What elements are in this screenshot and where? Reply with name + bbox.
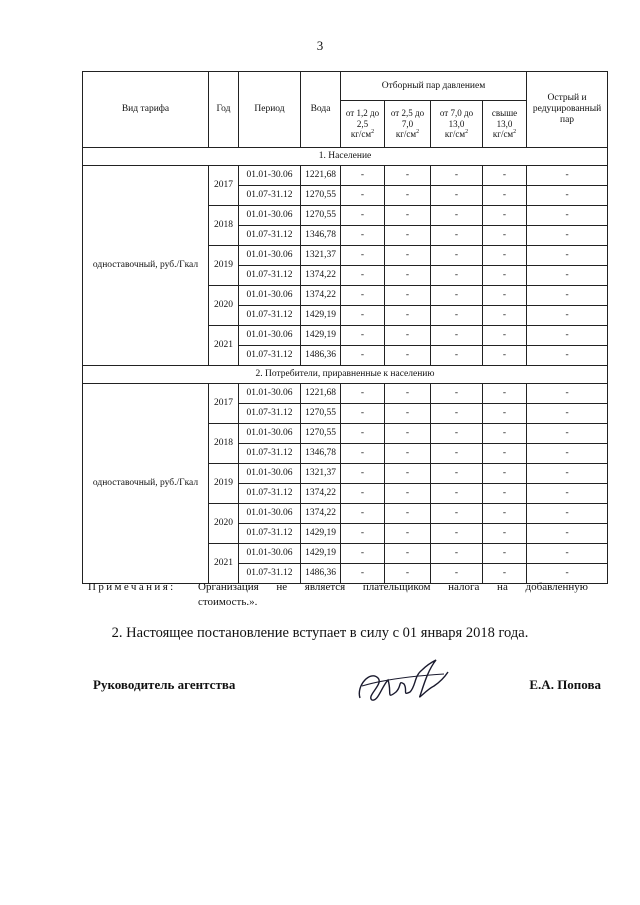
empty-value-cell: -	[341, 286, 385, 306]
tariff-table-body	[83, 148, 608, 584]
empty-value-cell: -	[431, 424, 483, 444]
empty-value-cell: -	[527, 464, 608, 484]
year-cell: 2019	[209, 246, 239, 286]
tariff-type-cell: одноставочный, руб./Гкал	[83, 166, 209, 366]
empty-value-cell: -	[527, 424, 608, 444]
year-cell: 2017	[209, 384, 239, 424]
empty-value-cell: -	[431, 346, 483, 366]
note-text: Организация не является плательщиком налога на добавленную стоимость.».	[198, 581, 588, 608]
empty-value-cell: -	[431, 484, 483, 504]
year-cell: 2017	[209, 166, 239, 206]
period-cell: 01.01-30.06	[239, 504, 301, 524]
year-cell: 2020	[209, 286, 239, 326]
note	[88, 580, 588, 610]
empty-value-cell: -	[483, 346, 527, 366]
empty-value-cell: -	[341, 186, 385, 206]
empty-value-cell: -	[483, 326, 527, 346]
water-value-cell: 1270,55	[301, 404, 341, 424]
period-cell: 01.07-31.12	[239, 564, 301, 584]
section-title: 2. Потребители, приравненные к населению	[83, 366, 608, 384]
period-cell: 01.07-31.12	[239, 524, 301, 544]
empty-value-cell: -	[431, 286, 483, 306]
period-cell: 01.07-31.12	[239, 226, 301, 246]
section-row	[83, 366, 608, 384]
water-value-cell: 1374,22	[301, 266, 341, 286]
empty-value-cell: -	[527, 226, 608, 246]
empty-value-cell: -	[385, 524, 431, 544]
empty-value-cell: -	[385, 246, 431, 266]
empty-value-cell: -	[483, 424, 527, 444]
empty-value-cell: -	[527, 326, 608, 346]
empty-value-cell: -	[385, 384, 431, 404]
empty-value-cell: -	[385, 564, 431, 584]
empty-value-cell: -	[527, 504, 608, 524]
empty-value-cell: -	[483, 266, 527, 286]
year-cell: 2020	[209, 504, 239, 544]
empty-value-cell: -	[385, 484, 431, 504]
empty-value-cell: -	[341, 326, 385, 346]
empty-value-cell: -	[483, 384, 527, 404]
empty-value-cell: -	[527, 246, 608, 266]
empty-value-cell: -	[341, 246, 385, 266]
period-cell: 01.01-30.06	[239, 464, 301, 484]
empty-value-cell: -	[483, 286, 527, 306]
period-cell: 01.01-30.06	[239, 544, 301, 564]
empty-value-cell: -	[341, 564, 385, 584]
empty-value-cell: -	[385, 504, 431, 524]
empty-value-cell: -	[431, 246, 483, 266]
period-cell: 01.07-31.12	[239, 186, 301, 206]
empty-value-cell: -	[385, 424, 431, 444]
empty-value-cell: -	[341, 226, 385, 246]
water-value-cell: 1429,19	[301, 326, 341, 346]
empty-value-cell: -	[341, 444, 385, 464]
empty-value-cell: -	[341, 404, 385, 424]
empty-value-cell: -	[341, 206, 385, 226]
empty-value-cell: -	[431, 564, 483, 584]
empty-value-cell: -	[527, 484, 608, 504]
water-value-cell: 1374,22	[301, 484, 341, 504]
water-value-cell: 1321,37	[301, 464, 341, 484]
empty-value-cell: -	[527, 544, 608, 564]
water-value-cell: 1221,68	[301, 166, 341, 186]
empty-value-cell: -	[385, 464, 431, 484]
empty-value-cell: -	[341, 266, 385, 286]
empty-value-cell: -	[483, 564, 527, 584]
period-cell: 01.01-30.06	[239, 246, 301, 266]
header-period: Период	[239, 72, 301, 148]
empty-value-cell: -	[431, 306, 483, 326]
empty-value-cell: -	[431, 544, 483, 564]
empty-value-cell: -	[527, 286, 608, 306]
empty-value-cell: -	[483, 246, 527, 266]
empty-value-cell: -	[341, 504, 385, 524]
empty-value-cell: -	[527, 206, 608, 226]
empty-value-cell: -	[483, 404, 527, 424]
water-value-cell: 1270,55	[301, 424, 341, 444]
empty-value-cell: -	[527, 266, 608, 286]
water-value-cell: 1429,19	[301, 524, 341, 544]
empty-value-cell: -	[385, 306, 431, 326]
empty-value-cell: -	[431, 226, 483, 246]
empty-value-cell: -	[483, 226, 527, 246]
water-value-cell: 1429,19	[301, 544, 341, 564]
header-steam-p3: от 7,0 до 13,0 $кг/см^2$	[431, 101, 483, 148]
empty-value-cell: -	[483, 306, 527, 326]
period-cell: 01.07-31.12	[239, 266, 301, 286]
period-cell: 01.07-31.12	[239, 306, 301, 326]
tariff-type-cell: одноставочный, руб./Гкал	[83, 384, 209, 584]
empty-value-cell: -	[527, 346, 608, 366]
empty-value-cell: -	[527, 564, 608, 584]
empty-value-cell: -	[341, 424, 385, 444]
water-value-cell: 1429,19	[301, 306, 341, 326]
handwritten-signature	[352, 656, 452, 710]
header-reduced-steam: Острый и редуцированный пар	[527, 72, 608, 148]
empty-value-cell: -	[527, 186, 608, 206]
water-value-cell: 1321,37	[301, 246, 341, 266]
period-cell: 01.07-31.12	[239, 484, 301, 504]
period-cell: 01.01-30.06	[239, 384, 301, 404]
empty-value-cell: -	[483, 524, 527, 544]
header-steam-p1: от 1,2 до 2,5 $кг/см^2$	[341, 101, 385, 148]
empty-value-cell: -	[527, 524, 608, 544]
empty-value-cell: -	[385, 266, 431, 286]
header-steam-p4: свыше 13,0 $кг/см^2$	[483, 101, 527, 148]
empty-value-cell: -	[483, 544, 527, 564]
empty-value-cell: -	[341, 544, 385, 564]
water-value-cell: 1486,36	[301, 346, 341, 366]
water-value-cell: 1346,78	[301, 226, 341, 246]
empty-value-cell: -	[385, 544, 431, 564]
empty-value-cell: -	[385, 206, 431, 226]
empty-value-cell: -	[483, 504, 527, 524]
header-water: Вода	[301, 72, 341, 148]
empty-value-cell: -	[385, 226, 431, 246]
empty-value-cell: -	[431, 384, 483, 404]
empty-value-cell: -	[483, 484, 527, 504]
period-cell: 01.07-31.12	[239, 346, 301, 366]
empty-value-cell: -	[527, 384, 608, 404]
empty-value-cell: -	[527, 444, 608, 464]
note-label: Примечания:	[88, 581, 176, 593]
empty-value-cell: -	[385, 166, 431, 186]
period-cell: 01.01-30.06	[239, 424, 301, 444]
empty-value-cell: -	[483, 206, 527, 226]
empty-value-cell: -	[341, 524, 385, 544]
empty-value-cell: -	[483, 186, 527, 206]
water-value-cell: 1270,55	[301, 186, 341, 206]
year-cell: 2021	[209, 544, 239, 584]
empty-value-cell: -	[527, 306, 608, 326]
empty-value-cell: -	[431, 266, 483, 286]
empty-value-cell: -	[431, 166, 483, 186]
empty-value-cell: -	[341, 464, 385, 484]
signatory-position: Руководитель агентства	[93, 677, 236, 692]
empty-value-cell: -	[341, 166, 385, 186]
empty-value-cell: -	[483, 464, 527, 484]
empty-value-cell: -	[431, 326, 483, 346]
empty-value-cell: -	[431, 504, 483, 524]
empty-value-cell: -	[431, 186, 483, 206]
header-selected-steam: Отборный пар давлением	[341, 72, 527, 101]
header-steam-p2: от 2,5 до 7,0 $кг/см^2$	[385, 101, 431, 148]
empty-value-cell: -	[431, 464, 483, 484]
empty-value-cell: -	[431, 524, 483, 544]
empty-value-cell: -	[385, 326, 431, 346]
empty-value-cell: -	[431, 206, 483, 226]
empty-value-cell: -	[483, 444, 527, 464]
section-row	[83, 148, 608, 166]
empty-value-cell: -	[341, 306, 385, 326]
water-value-cell: 1270,55	[301, 206, 341, 226]
empty-value-cell: -	[385, 346, 431, 366]
empty-value-cell: -	[341, 346, 385, 366]
signatory-name: Е.А. Попова	[529, 677, 601, 692]
empty-value-cell: -	[483, 166, 527, 186]
year-cell: 2018	[209, 206, 239, 246]
period-cell: 01.01-30.06	[239, 286, 301, 306]
header-tariff-type: Вид тарифа	[83, 72, 209, 148]
water-value-cell: 1374,22	[301, 286, 341, 306]
empty-value-cell: -	[527, 404, 608, 424]
water-value-cell: 1486,36	[301, 564, 341, 584]
empty-value-cell: -	[527, 166, 608, 186]
year-cell: 2021	[209, 326, 239, 366]
table-row	[83, 166, 608, 186]
year-cell: 2019	[209, 464, 239, 504]
empty-value-cell: -	[385, 404, 431, 424]
empty-value-cell: -	[385, 444, 431, 464]
table-row	[83, 384, 608, 404]
header-year: Год	[209, 72, 239, 148]
decree-effective-date: 2. Настоящее постановление вступает в силу с 01 января 2018 года.	[111, 625, 529, 641]
water-value-cell: 1221,68	[301, 384, 341, 404]
period-cell: 01.07-31.12	[239, 444, 301, 464]
period-cell: 01.01-30.06	[239, 326, 301, 346]
empty-value-cell: -	[431, 444, 483, 464]
page-number: 3	[316, 38, 324, 53]
year-cell: 2018	[209, 424, 239, 464]
empty-value-cell: -	[341, 384, 385, 404]
period-cell: 01.07-31.12	[239, 404, 301, 424]
water-value-cell: 1374,22	[301, 504, 341, 524]
empty-value-cell: -	[385, 286, 431, 306]
tariff-table	[82, 71, 608, 584]
period-cell: 01.01-30.06	[239, 166, 301, 186]
empty-value-cell: -	[431, 404, 483, 424]
period-cell: 01.01-30.06	[239, 206, 301, 226]
section-title: 1. Население	[83, 148, 608, 166]
empty-value-cell: -	[341, 484, 385, 504]
water-value-cell: 1346,78	[301, 444, 341, 464]
empty-value-cell: -	[385, 186, 431, 206]
